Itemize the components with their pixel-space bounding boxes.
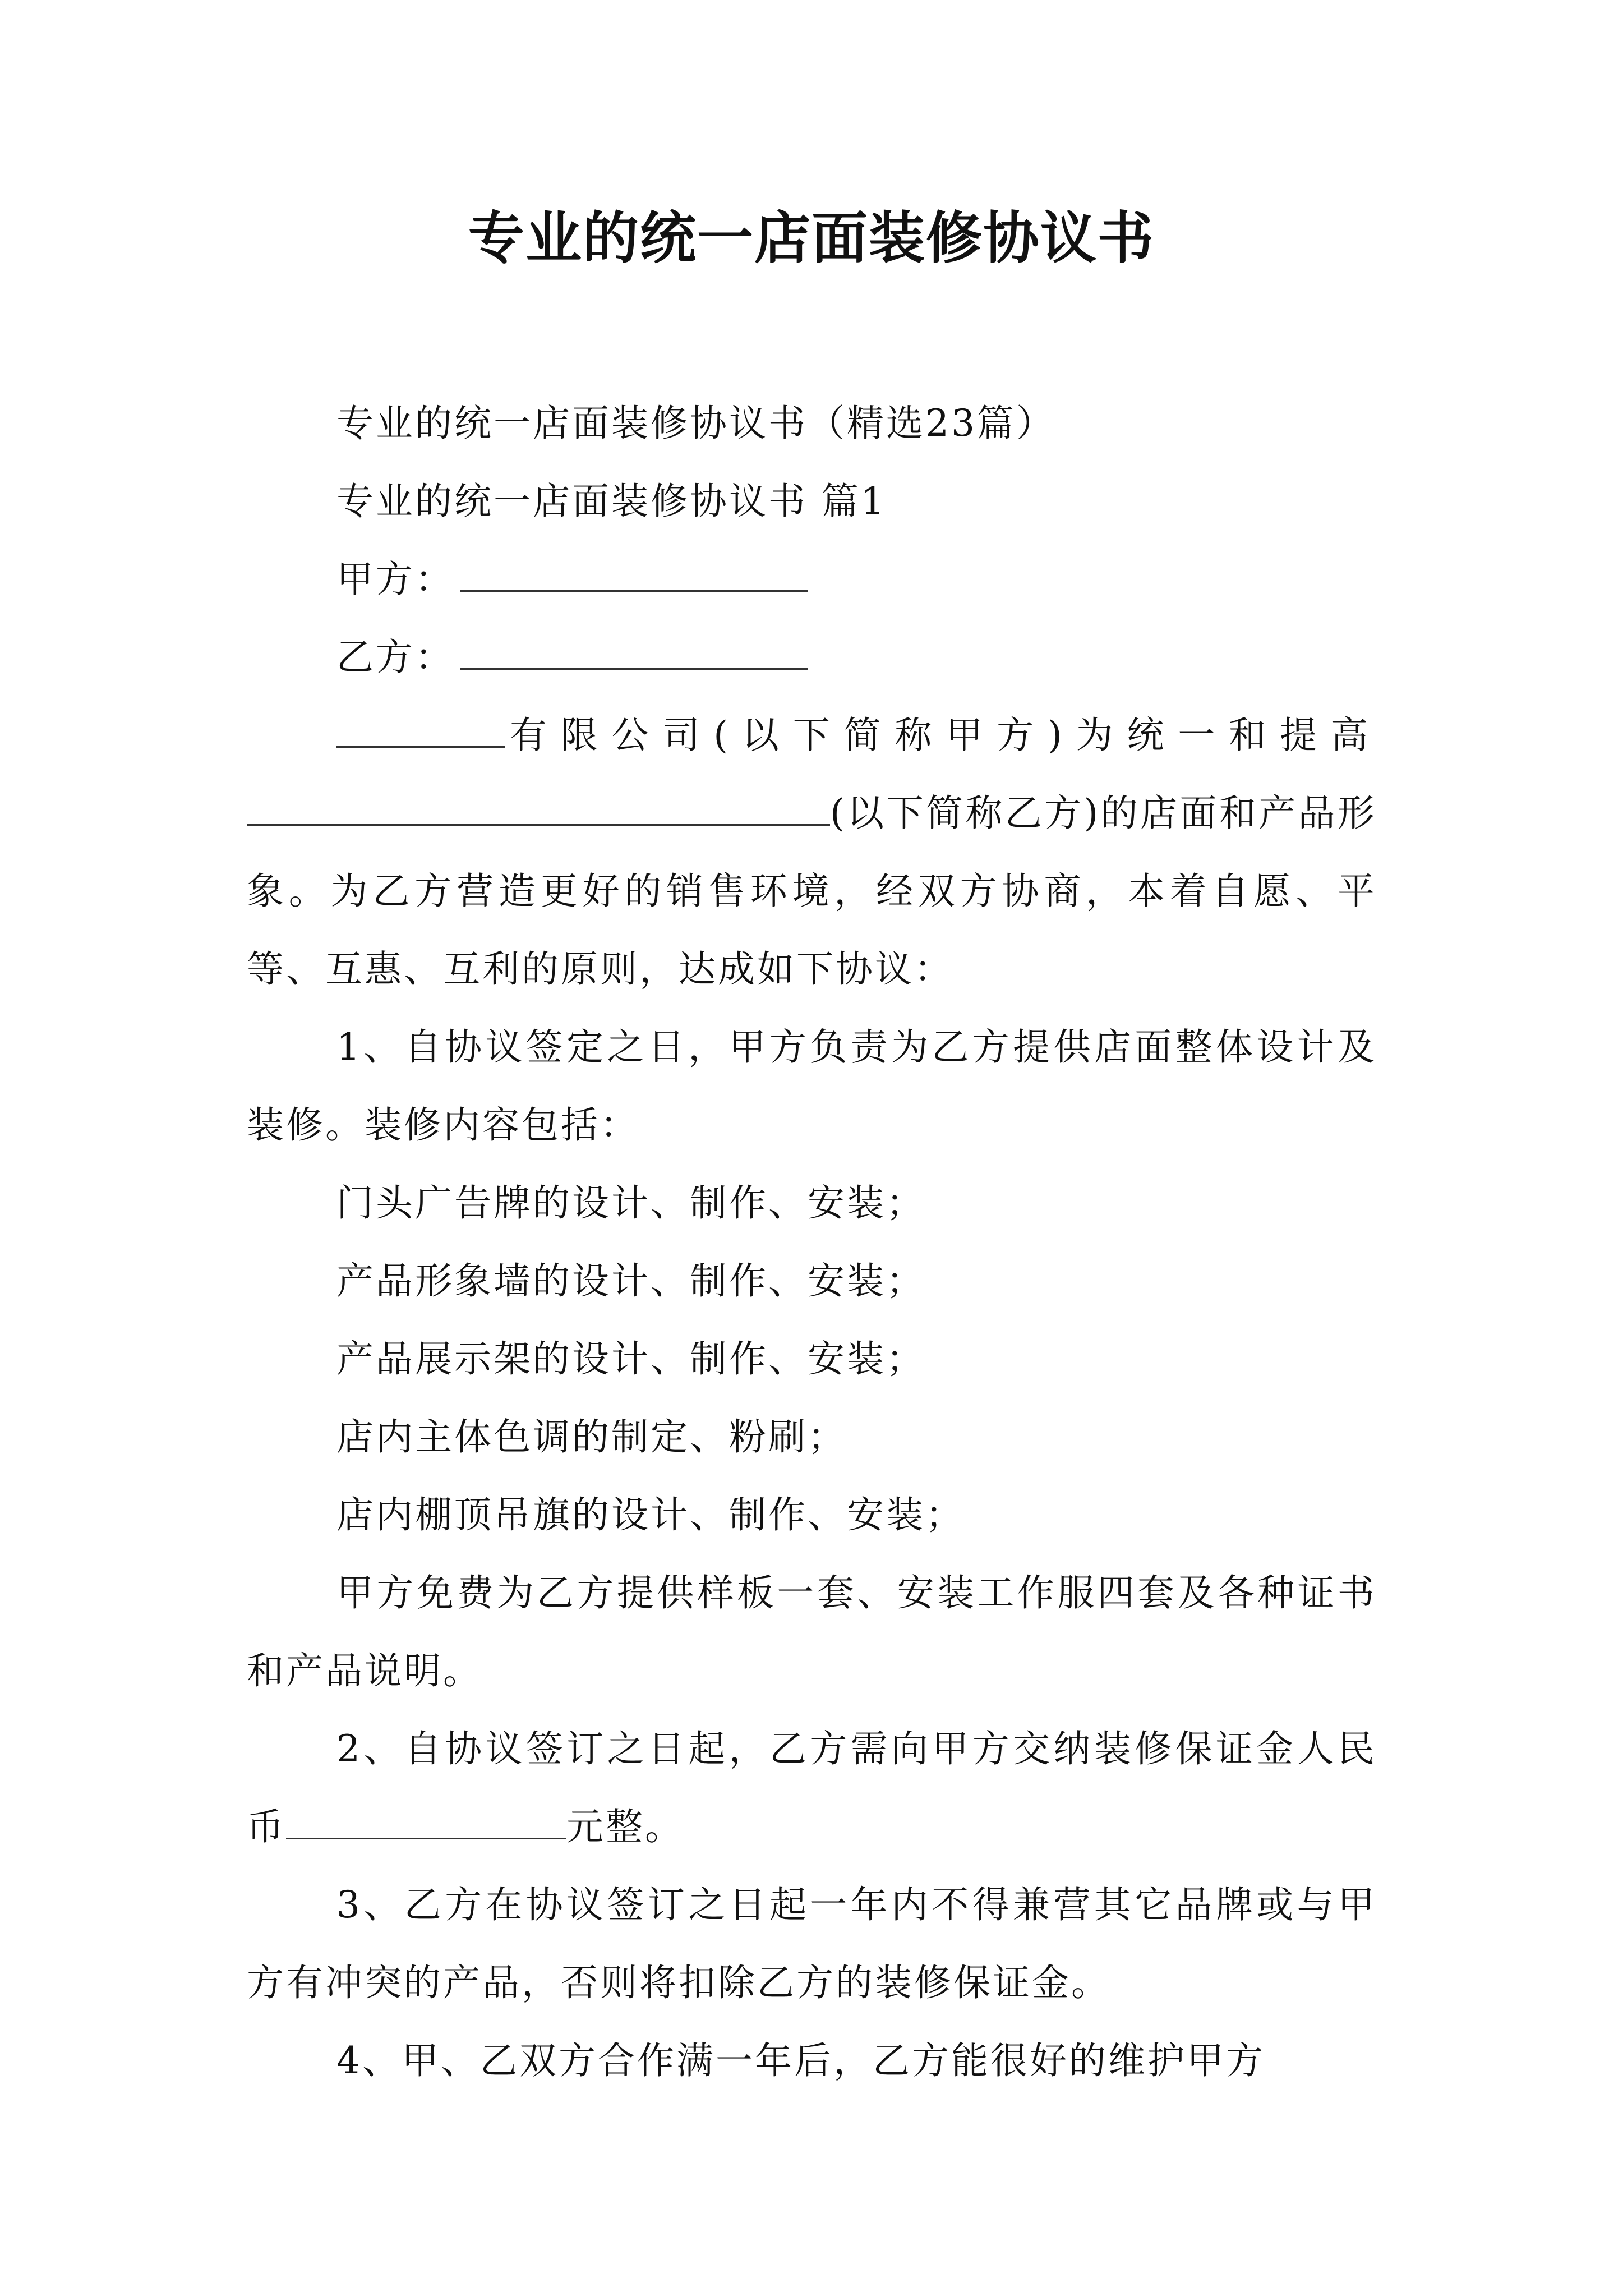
list-item: 门头广告牌的设计、制作、安装； — [336, 1181, 925, 1225]
intro-text-2: (以下简称乙方)的店面和产品形象。为乙方营造更好的销售环境，经双方协商，本着自愿、平等、互惠、互利的原则，达成如下协议： — [247, 792, 1377, 991]
party-b-line — [247, 618, 1377, 696]
list-item: 产品形象墙的设计、制作、安装； — [336, 1259, 925, 1303]
document-title: 专业的统一店面装修协议书 — [468, 205, 1155, 271]
clause-4-paragraph: 4、甲、乙双方合作满一年后，乙方能很好的维护甲方 — [336, 2039, 1265, 2082]
list-item: 店内棚顶吊旗的设计、制作、安装； — [336, 1493, 965, 1536]
intro-paragraph — [247, 696, 1377, 1008]
section-heading: 专业的统一店面装修协议书 篇1 — [336, 480, 887, 523]
deposit-amount-blank — [286, 1809, 566, 1839]
party-a-blank — [460, 561, 808, 592]
subtitle-paragraph: 专业的统一店面装修协议书（精选23篇） — [336, 402, 1055, 445]
free-items-paragraph: 甲方免费为乙方提供样板一套、安装工作服四套及各种证书和产品说明。 — [247, 1571, 1377, 1692]
party-b-blank — [460, 639, 808, 670]
list-item: 店内主体色调的制定、粉刷； — [336, 1415, 847, 1458]
intro-text-1: 有限公司(以下简称甲方)为统一和提高 — [505, 714, 1377, 757]
party-b-label: 乙方： — [336, 636, 454, 679]
clause-3-paragraph: 3、乙方在协议签订之日起一年内不得兼营其它品牌或与甲方有冲突的产品，否则将扣除乙方的装修保证金。 — [247, 1883, 1377, 2004]
clause-2-text-2: 元整。 — [566, 1805, 684, 1848]
list-item: 产品展示架的设计、制作、安装； — [336, 1337, 925, 1381]
party-a-line — [247, 540, 1377, 618]
clause-1-paragraph: 1、自协议签定之日，甲方负责为乙方提供店面整体设计及装修。装修内容包括： — [247, 1025, 1377, 1147]
party-b-name-blank — [247, 795, 830, 826]
document-body — [247, 384, 1377, 2100]
party-a-label: 甲方： — [336, 558, 454, 601]
clause-2-text-1: 2、自协议签订之日起，乙方需向甲方交纳装修保证金人民币 — [247, 1727, 1377, 1848]
clause-2-paragraph — [247, 1710, 1377, 1866]
company-name-blank — [336, 717, 505, 748]
